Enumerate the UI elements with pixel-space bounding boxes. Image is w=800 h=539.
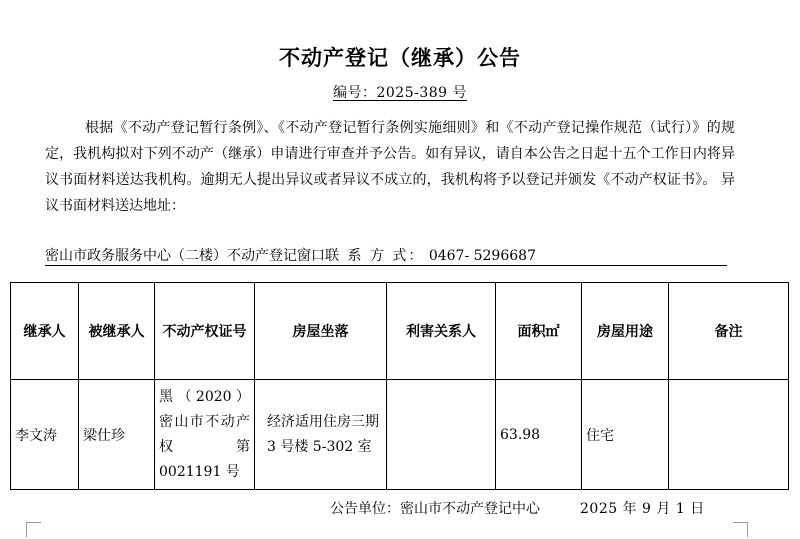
contact-phone: 0467- 5296687: [428, 248, 536, 264]
inheritance-table: [10, 282, 789, 490]
page-corner-mark-left: [26, 522, 41, 537]
page-corner-mark-right: [733, 522, 748, 537]
document-number: [0, 82, 800, 102]
header-area: 面积㎡: [496, 283, 582, 380]
cell-cert-no: 黑（2020）密山市不动产权第 0021191 号: [155, 380, 255, 490]
cell-usage: 住宅: [582, 380, 669, 490]
header-remarks: 备注: [669, 283, 789, 380]
contact-line: [45, 247, 727, 266]
cell-heir: 李文涛: [11, 380, 79, 490]
header-heir: 继承人: [11, 283, 79, 380]
notice-title: 不动产登记（继承）公告: [279, 45, 521, 70]
cell-remarks: [669, 380, 789, 490]
cell-area: 63.98: [496, 380, 582, 490]
cell-location: 经济适用住房三期 3 号楼 5-302 室: [255, 380, 387, 490]
header-cert-no: 不动产权证号: [155, 283, 255, 380]
document-number-text: 编号：2025-389 号: [332, 85, 468, 101]
notice-date: 2025 年 9 月 1 日: [580, 501, 705, 517]
contact-address: 密山市政务服务中心（二楼）不动产登记窗口: [45, 248, 325, 264]
table-row: [11, 380, 789, 490]
header-usage: 房屋用途: [582, 283, 669, 380]
cell-decedent: 梁仕珍: [79, 380, 155, 490]
issuing-unit: 公告单位：密山市不动产登记中心: [330, 501, 540, 517]
notice-body: 根据《不动产登记暂行条例》、《不动产登记暂行条例实施细则》和《不动产登记操作规范（试行）》的规定，我机构拟对下列不动产（继承）申请进行审查并予公告。如有异议，请自本公告之日起十五个工作日内将异议书面材料送达我机构。逾期无人提出异议或者异议不成立的，我机构将予以登记并颁发《不动产权证书》。 异议书面材料送达地址：: [45, 120, 735, 214]
table-header-row: [11, 283, 789, 380]
contact-label: 联 系 方 式：: [325, 248, 425, 264]
notice-footer: [330, 498, 705, 518]
cell-interested-party: [387, 380, 496, 490]
header-location: 房屋坐落: [255, 283, 387, 380]
header-decedent: 被继承人: [79, 283, 155, 380]
header-interested-party: 利害关系人: [387, 283, 496, 380]
